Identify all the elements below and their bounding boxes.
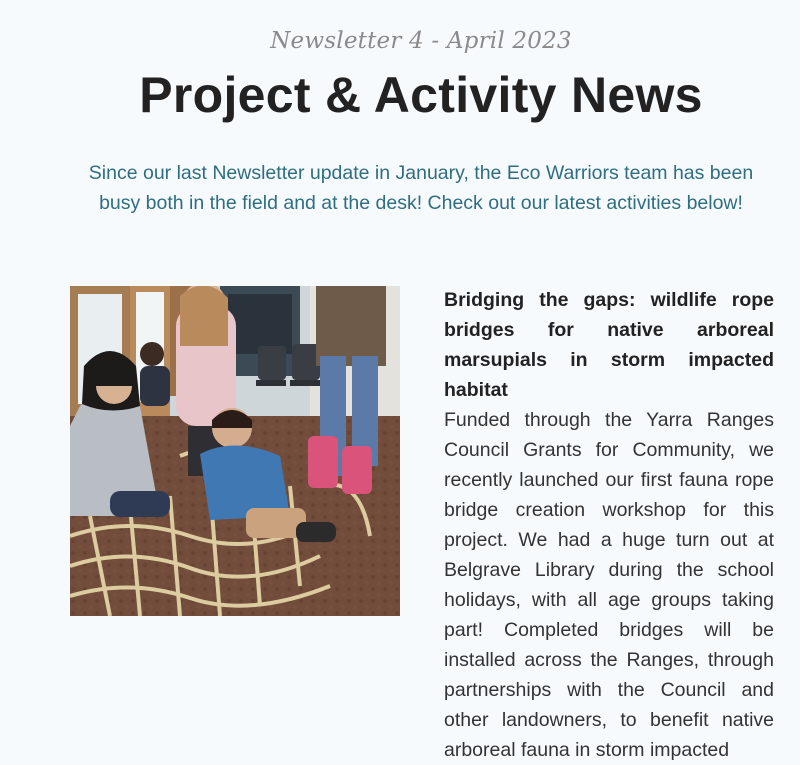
article-heading: Bridging the gaps: wildlife rope bridges for native arboreal marsupials in storm impacted habitat (444, 289, 774, 401)
intro-paragraph: Since our last Newsletter update in January, the Eco Warriors team has been busy both in the field and at the desk! Check out our latest activities below! (88, 162, 754, 214)
page-title: Project & Activity News (139, 67, 703, 123)
article-body: Funded through the Yarra Ranges Council Grants for Community, we recently launched our first fauna rope bridge creation workshop for this project. We had a huge turn out at Belgrave Library during the school holidays, with all age groups taking part! Completed bridges will be installed across the Ranges, through partnerships with the Council and other landowners, to benefit native arboreal fauna in storm impacted (444, 409, 774, 761)
article-section (444, 285, 774, 765)
workshop-photo-illustration (70, 286, 400, 616)
workshop-photo (70, 286, 400, 616)
newsletter-issue-label: Newsletter 4 - April 2023 (270, 28, 572, 54)
